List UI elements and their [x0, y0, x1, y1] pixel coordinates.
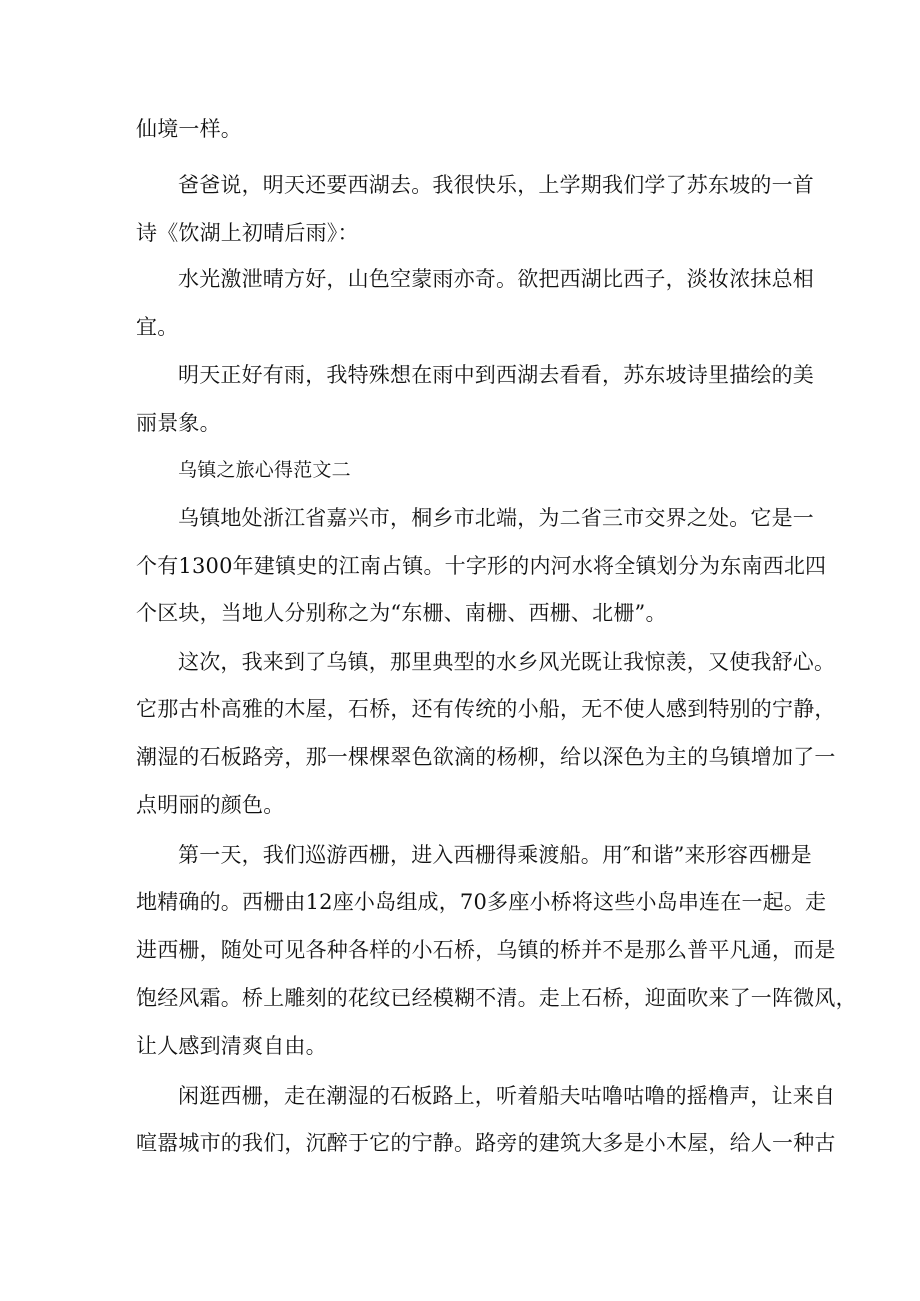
paragraph-line: 点明丽的颜色。 [136, 793, 285, 817]
paragraph-line: 第一天，我们巡游西栅，进入西栅得乘渡船。用″和谐”来形容西栅是 [178, 843, 812, 867]
paragraph-line: 饱经风霜。桥上雕刻的花纹已经模糊不清。走上石桥，迎面吹来了一阵微风， [136, 986, 857, 1010]
paragraph-line: 它那古朴高雅的木屋，石桥，还有传统的小船，无不使人感到特别的宁静， [136, 697, 836, 721]
paragraph-line: 丽景象。 [136, 411, 221, 435]
poem-line: 水光激泄晴方好，山色空蒙雨亦奇。欲把西湖比西子，淡妆浓抹总相 [178, 267, 814, 291]
paragraph-line: 地精确的。西栅由12座小岛组成，70多座小桥将这些小岛串连在一起。走 [136, 890, 827, 914]
paragraph-line: 爸爸说，明天还要西湖去。我很快乐，上学期我们学了苏东坡的一首 [178, 173, 814, 197]
poem-line: 宜。 [136, 315, 179, 339]
paragraph-line: 明天正好有雨，我特殊想在雨中到西湖去看看，苏东坡诗里描绘的美 [178, 363, 814, 387]
paragraph-line: 让人感到清爽自由。 [136, 1034, 327, 1058]
paragraph-line: 喧嚣城市的我们，沉醉于它的宁静。路旁的建筑大多是小木屋，给人一种古 [136, 1131, 836, 1155]
paragraph-line: 闲逛西栅，走在潮湿的石板路上，听着船夫咕噜咕噜的摇橹声，让来自 [178, 1084, 836, 1108]
paragraph-line: 进西栅，随处可见各种各样的小石桥，乌镇的桥并不是那么普平凡通，而是 [136, 938, 836, 962]
paragraph-line: 乌镇地处浙江省嘉兴市，桐乡市北端，为二省三市交界之处。它是一 [178, 506, 814, 530]
section-heading: 乌镇之旅心得范文二 [178, 459, 351, 481]
paragraph-line: 这次，我来到了乌镇，那里典型的水乡风光既让我惊羡，又使我舒心。 [178, 650, 836, 674]
paragraph-line: 个区块，当地人分别称之为“东栅、南栅、西栅、北栅”。 [136, 601, 667, 625]
paragraph-line: 潮湿的石板路旁，那一棵棵翠色欲滴的杨柳，给以深色为主的乌镇增加了一 [136, 745, 836, 769]
paragraph-line: 仙境一样。 [136, 117, 242, 141]
paragraph-line: 诗《饮湖上初晴后雨》： [136, 221, 359, 245]
paragraph-line: 个有1300年建镇史的江南占镇。十字形的内河水将全镇划分为东南西北四 [136, 554, 827, 578]
